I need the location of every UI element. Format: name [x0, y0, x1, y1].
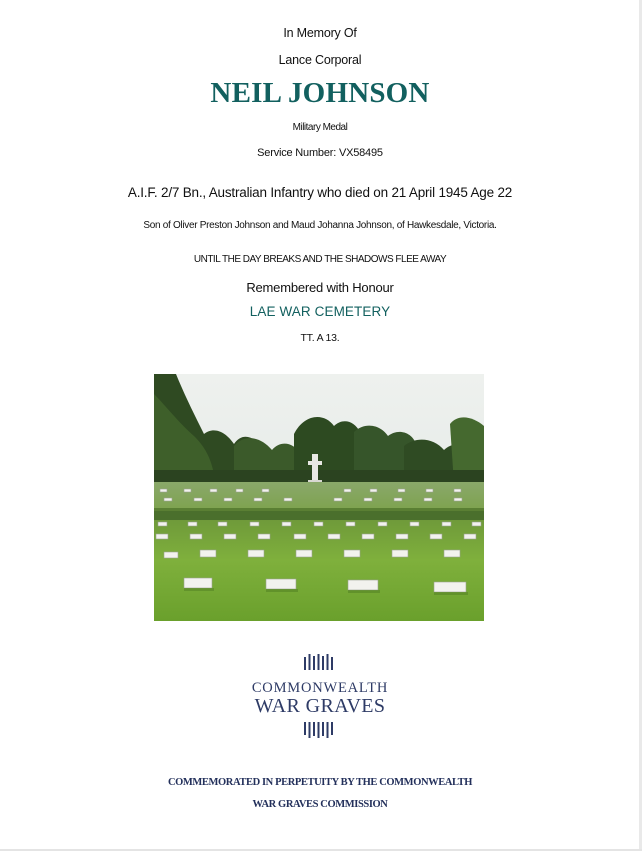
- grave-reference: TT. A 13.: [300, 332, 340, 344]
- cross-of-sacrifice: [312, 454, 318, 484]
- cwgc-logo: [240, 654, 400, 740]
- service-number: Service Number: VX58495: [257, 147, 383, 159]
- rank: Lance Corporal: [278, 53, 362, 67]
- logo-bottom-marks-icon: [240, 722, 400, 738]
- logo-line-war-graves: WAR GRAVES: [254, 695, 386, 717]
- cemetery-photo: [154, 374, 484, 621]
- footer-line-2: WAR GRAVES COMMISSION: [252, 799, 388, 810]
- casualty-name: NEIL JOHNSON: [210, 77, 430, 109]
- unit-and-death: A.I.F. 2/7 Bn., Australian Infantry who died on 21 April 1945 Age 22: [127, 185, 513, 200]
- remembered-with-honour: Remembered with Honour: [246, 280, 394, 295]
- logo-line-commonwealth: COMMONWEALTH: [251, 680, 389, 696]
- honours: Military Medal: [292, 122, 348, 133]
- family-details: Son of Oliver Preston Johnson and Maud Johanna Johnson, of Hawkesdale, Victoria.: [143, 220, 497, 231]
- logo-top-marks-icon: [240, 654, 400, 670]
- epitaph: UNTIL THE DAY BREAKS AND THE SHADOWS FLEE AWAY: [193, 254, 447, 265]
- cemetery-photo-illustration: [154, 374, 484, 621]
- memory-intro: In Memory Of: [283, 26, 357, 40]
- cemetery-name: LAE WAR CEMETERY: [249, 304, 391, 319]
- footer-line-1: COMMEMORATED IN PERPETUITY BY THE COMMONWEALTH: [167, 777, 473, 788]
